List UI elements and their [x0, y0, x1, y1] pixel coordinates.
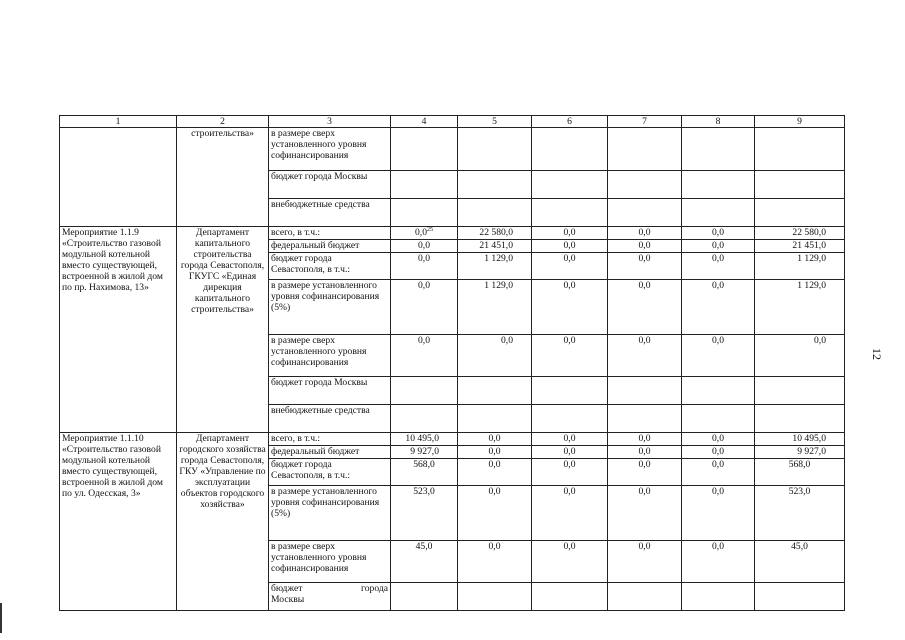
value-cell: 523,0 — [755, 486, 845, 541]
value-cell: 1 129,0 — [458, 280, 532, 335]
funding-source-label: федеральный бюджет — [269, 446, 391, 459]
funding-source-label: всего, в т.ч.: — [269, 433, 391, 446]
footnote-mark: 25 — [427, 226, 433, 233]
executor-cell: Департамент городского хозяйства города Севастополя, ГКУ «Управление по эксплуатации объектов городского хозяйства» — [177, 433, 269, 611]
column-header: 7 — [608, 116, 682, 128]
funding-source-label: бюджет города Севастополя, в т.ч.: — [269, 253, 391, 280]
value-cell: 10 495,0 — [755, 433, 845, 446]
value-cell: 0,0 — [608, 486, 682, 541]
value-cell: 0,0 — [391, 240, 458, 253]
funding-source-label: внебюджетные средства — [269, 405, 391, 433]
value-cell: 45,0 — [391, 541, 458, 583]
column-header: 4 — [391, 116, 458, 128]
page-number: 12 — [870, 348, 884, 360]
value-cell: 45,0 — [755, 541, 845, 583]
value-cell: 0,0 — [608, 446, 682, 459]
executor-cell: Департамент капитального строительства города Севастополя, ГКУГС «Единая дирекция капитального строительства» — [177, 227, 269, 433]
funding-source-label: бюджет города Москвы — [269, 171, 391, 199]
value-cell: 0,0 — [458, 433, 532, 446]
value-cell: 0,0 — [458, 335, 532, 377]
value-cell: 0,0 — [682, 227, 755, 240]
value-cell: 9 927,0 — [755, 446, 845, 459]
value-cell: 0,0 — [532, 240, 608, 253]
table-row — [60, 227, 845, 240]
column-number-row — [60, 116, 845, 128]
column-header: 2 — [177, 116, 269, 128]
measure-name-cell — [60, 128, 177, 227]
value-cell: 0,0 — [608, 227, 682, 240]
value-cell: 0,0 — [532, 446, 608, 459]
value-cell: $0,0^{25}$ — [391, 227, 458, 240]
value-cell: 568,0 — [755, 459, 845, 486]
value-cell: 0,0 — [532, 227, 608, 240]
value-cell: 0,0 — [682, 240, 755, 253]
value-cell: 0,0 — [682, 253, 755, 280]
measure-name-cell: Мероприятие 1.1.9 «Строительство газовой модульной котельной вместо существующей, встроенной в жилой дом по пр. Нахимова, 13» — [60, 227, 177, 433]
value-cell: 0,0 — [682, 541, 755, 583]
value-cell: 0,0 — [608, 253, 682, 280]
funding-source-label: в размере сверх установленного уровня софинансирования — [269, 128, 391, 171]
value-cell: 0,0 — [682, 446, 755, 459]
value-cell: 0,0 — [682, 335, 755, 377]
value-cell: 0,0 — [532, 253, 608, 280]
value-cell: 1 129,0 — [755, 280, 845, 335]
value-cell: 22 580,0 — [458, 227, 532, 240]
value-cell: 21 451,0 — [755, 240, 845, 253]
value-cell: 0,0 — [755, 335, 845, 377]
funding-source-label: бюджет города Севастополя, в т.ч.: — [269, 459, 391, 486]
value-cell: 568,0 — [391, 459, 458, 486]
value-cell: 0,0 — [391, 335, 458, 377]
value-cell: 0,0 — [458, 541, 532, 583]
value-cell: 0,0 — [391, 253, 458, 280]
value-cell: 0,0 — [608, 541, 682, 583]
measure-name-cell: Мероприятие 1.1.10 «Строительство газовой модульной котельной вместо существующей, встроенной в жилой дом по ул. Одесская, 3» — [60, 433, 177, 611]
value-cell: 10 495,0 — [391, 433, 458, 446]
column-header: 1 — [60, 116, 177, 128]
funding-source-label: в размере сверх установленного уровня софинансирования — [269, 335, 391, 377]
column-header: 8 — [682, 116, 755, 128]
value-cell: 1 129,0 — [755, 253, 845, 280]
value-cell: 0,0 — [682, 486, 755, 541]
value-cell: 22 580,0 — [755, 227, 845, 240]
funding-source-label: бюджет города Москвы — [269, 583, 391, 611]
funding-source-label: в размере установленного уровня софинансирования (5%) — [269, 486, 391, 541]
value-cell: 0,0 — [682, 459, 755, 486]
value-cell: 0,0 — [458, 486, 532, 541]
value-cell: 0,0 — [682, 433, 755, 446]
value-cell: 1 129,0 — [458, 253, 532, 280]
table-row — [60, 128, 845, 171]
column-header: 3 — [269, 116, 391, 128]
value-cell: 0,0 — [608, 459, 682, 486]
scan-edge-mark — [0, 603, 2, 633]
budget-table-sheet — [59, 115, 844, 611]
value-cell: 0,0 — [532, 541, 608, 583]
column-header: 9 — [755, 116, 845, 128]
value-cell: 0,0 — [608, 335, 682, 377]
table-row — [60, 433, 845, 446]
budget-table — [59, 115, 845, 611]
funding-source-label: бюджет города Москвы — [269, 377, 391, 405]
value-cell: 0,0 — [608, 280, 682, 335]
value-cell: 0,0 — [532, 433, 608, 446]
value-cell: 9 927,0 — [391, 446, 458, 459]
column-header: 5 — [458, 116, 532, 128]
executor-cell: строительства» — [177, 128, 269, 227]
funding-source-label: федеральный бюджет — [269, 240, 391, 253]
value-cell: 523,0 — [391, 486, 458, 541]
value-cell: 0,0 — [532, 335, 608, 377]
funding-source-label: всего, в т.ч.: — [269, 227, 391, 240]
value-cell: 21 451,0 — [458, 240, 532, 253]
value-cell: 0,0 — [608, 433, 682, 446]
value-cell: 0,0 — [532, 280, 608, 335]
value-cell: 0,0 — [391, 280, 458, 335]
funding-source-label: внебюджетные средства — [269, 199, 391, 227]
funding-source-label: в размере установленного уровня софинансирования (5%) — [269, 280, 391, 335]
value-cell: 0,0 — [682, 280, 755, 335]
value-cell: 0,0 — [458, 446, 532, 459]
funding-source-label: в размере сверх установленного уровня софинансирования — [269, 541, 391, 583]
value-cell: 0,0 — [608, 240, 682, 253]
value-cell: 0,0 — [532, 459, 608, 486]
value-cell: 0,0 — [458, 459, 532, 486]
column-header: 6 — [532, 116, 608, 128]
value-cell: 0,0 — [532, 486, 608, 541]
